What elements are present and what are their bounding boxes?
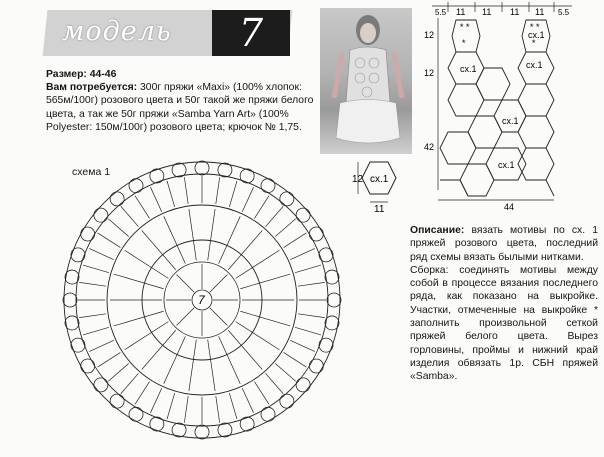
schema-label: схема 1 xyxy=(72,166,111,178)
scallop xyxy=(280,192,294,206)
stitch-ray xyxy=(290,340,315,351)
model-photo xyxy=(320,8,412,154)
stitch-ray xyxy=(164,216,186,263)
stitch-ray xyxy=(150,187,161,212)
stitch-ray xyxy=(298,282,325,286)
stitch-ray xyxy=(275,364,295,382)
stitch-ray xyxy=(98,233,121,248)
stitch-ray xyxy=(242,187,253,212)
needed-label: Вам потребуется: xyxy=(46,82,138,94)
top-dim-5: 11 xyxy=(535,7,545,17)
stitch-ray xyxy=(298,314,325,318)
motif-label-2: сх.1 xyxy=(460,64,477,74)
svg-text:* *: * * xyxy=(530,22,540,32)
stitch-ray xyxy=(228,230,262,269)
stitch-ray xyxy=(114,274,164,289)
stitch-ray xyxy=(164,336,186,383)
stitch-ray xyxy=(266,206,284,226)
stitch-ray xyxy=(254,382,269,405)
top-dim-4: 11 xyxy=(510,7,520,17)
scallop xyxy=(65,316,79,330)
scallop xyxy=(325,270,339,284)
stitch-ray xyxy=(167,181,175,207)
hex-side: 11 xyxy=(374,204,385,214)
hex-height: 12 xyxy=(352,174,364,185)
scallop xyxy=(240,169,254,183)
model-number: 7 xyxy=(212,10,290,56)
stitch-ray xyxy=(242,388,253,413)
scallop xyxy=(172,163,186,177)
stitch-ray xyxy=(219,336,241,383)
description-label: Описание: xyxy=(410,225,465,236)
motif-label-5: сх.1 xyxy=(498,160,515,170)
left-dim-2: 12 xyxy=(424,68,435,78)
top-dim-1: 5.5 xyxy=(435,8,447,17)
hexagon-legend xyxy=(348,158,410,214)
scallop xyxy=(71,248,85,262)
stitch-ray xyxy=(150,388,161,413)
model-title: модель xyxy=(62,16,172,47)
stitch-ray xyxy=(236,322,280,350)
stitch-ray xyxy=(210,275,228,293)
stitch-ray xyxy=(98,352,121,367)
top-dim-6: 5.5 xyxy=(558,8,570,17)
top-dim-2: 11 xyxy=(456,7,466,17)
svg-text:*: * xyxy=(462,38,466,48)
top-dim-3: 11 xyxy=(482,7,492,17)
scallop xyxy=(309,227,323,241)
size-value: 44-46 xyxy=(89,69,117,80)
scallop xyxy=(319,338,333,352)
motif-label-1: сх.1 xyxy=(528,30,545,40)
stitch-ray xyxy=(189,340,196,391)
crochet-motif-chart xyxy=(40,160,375,457)
scallop xyxy=(319,248,333,262)
scallop xyxy=(261,179,275,193)
stitch-ray xyxy=(121,206,139,226)
scallop xyxy=(195,161,209,175)
scallop xyxy=(325,316,339,330)
stitch-ray xyxy=(229,181,237,207)
stitch-ray xyxy=(79,282,106,286)
stitch-ray xyxy=(254,196,269,219)
svg-text:*: * xyxy=(532,38,536,48)
stitch-ray xyxy=(89,248,114,259)
scallop xyxy=(65,270,79,284)
stitch-ray xyxy=(121,373,139,393)
stitch-ray xyxy=(290,248,315,259)
stitch-ray xyxy=(177,275,195,293)
stitch-ray xyxy=(208,209,215,260)
stitch-ray xyxy=(108,364,128,382)
motif-label-3: сх.1 xyxy=(502,116,519,126)
stitch-ray xyxy=(284,352,307,367)
scallop xyxy=(110,394,124,408)
scallop xyxy=(150,417,164,431)
stitch-ray xyxy=(125,322,169,350)
scallop xyxy=(94,378,108,392)
scallop xyxy=(63,293,77,307)
scallop xyxy=(218,163,232,177)
scallop xyxy=(296,208,310,222)
scallop xyxy=(81,227,95,241)
stitch-ray xyxy=(89,340,114,351)
svg-text:* *: * * xyxy=(460,22,470,32)
hexagon-grid xyxy=(440,20,554,196)
stitch-ray xyxy=(184,396,188,423)
stitch-ray xyxy=(108,219,128,237)
scallop xyxy=(296,378,310,392)
stitch-ray xyxy=(177,308,195,326)
stitch-ray xyxy=(216,177,220,204)
stitch-ray xyxy=(284,233,307,248)
stitch-ray xyxy=(275,219,295,237)
scallop xyxy=(172,423,186,437)
scallop xyxy=(261,407,275,421)
assembly-text: Сборка: соединять мотивы между собой в процессе вязания последнего ряда, как показано на выкройке. Участки, отмеченные на выкройке * заполнить произвольной сеткой пряжей белого цвета. Вырез горловины, проймы и нижний край изделия обвязать 1р. СБН пряжей «Samba». xyxy=(410,264,598,383)
scallop xyxy=(309,359,323,373)
bottom-dim: 44 xyxy=(504,202,515,212)
stitch-ray xyxy=(79,314,106,318)
stitch-ray xyxy=(240,311,290,326)
left-dim-1: 12 xyxy=(424,30,435,40)
stitch-ray xyxy=(295,327,321,335)
description-text: вязать мотивы по сх. 1 пряжей розового цвета, последний ряд схемы вязать былыми нитками. xyxy=(410,225,598,263)
scallop xyxy=(81,359,95,373)
stitch-ray xyxy=(184,177,188,204)
left-dim-3: 42 xyxy=(424,142,435,152)
stitch-ray xyxy=(295,265,321,273)
scallop xyxy=(195,425,209,439)
stitch-ray xyxy=(83,265,109,273)
size-label: Размер: xyxy=(46,69,87,80)
stitch-ray xyxy=(83,327,109,335)
needed-text: 300г пряжи «Maxi» (100% хлопок: 565м/100г) розового цвета и 50г такой же пряжи белого цвета, а так же 50г пряжи «Samba Yarn Art» (100% Polyester: 150м/100г) розового цвета; крючок № 1,75. xyxy=(46,82,314,133)
stitch-ray xyxy=(167,393,175,419)
motif-label-4: сх.1 xyxy=(526,60,543,70)
stitch-ray xyxy=(228,330,262,369)
stitch-ray xyxy=(216,396,220,423)
scallop xyxy=(94,208,108,222)
stitch-ray xyxy=(208,340,215,391)
scallop xyxy=(218,423,232,437)
stitch-ray xyxy=(135,196,150,219)
stitch-ray xyxy=(135,382,150,405)
stitch-ray xyxy=(266,373,284,393)
scallop xyxy=(129,407,143,421)
center-number: 7 xyxy=(198,293,205,307)
scallop xyxy=(129,179,143,193)
stitch-ray xyxy=(240,274,290,289)
stitch-ray xyxy=(229,393,237,419)
stitch-ray xyxy=(210,308,228,326)
stitch-ray xyxy=(142,230,176,269)
stitch-ray xyxy=(219,216,241,263)
hex-label: сх.1 xyxy=(370,174,389,185)
pattern-diagram xyxy=(418,0,604,220)
materials-block xyxy=(46,68,322,134)
scallop xyxy=(110,192,124,206)
stitch-ray xyxy=(236,250,280,278)
stitch-ray xyxy=(189,209,196,260)
scallop xyxy=(327,293,341,307)
description-block xyxy=(410,224,598,384)
scallop xyxy=(71,338,85,352)
stitch-ray xyxy=(125,250,169,278)
scallop xyxy=(280,394,294,408)
stitch-ray xyxy=(142,330,176,369)
scallop xyxy=(240,417,254,431)
scallop xyxy=(150,169,164,183)
stitch-ray xyxy=(114,311,164,326)
